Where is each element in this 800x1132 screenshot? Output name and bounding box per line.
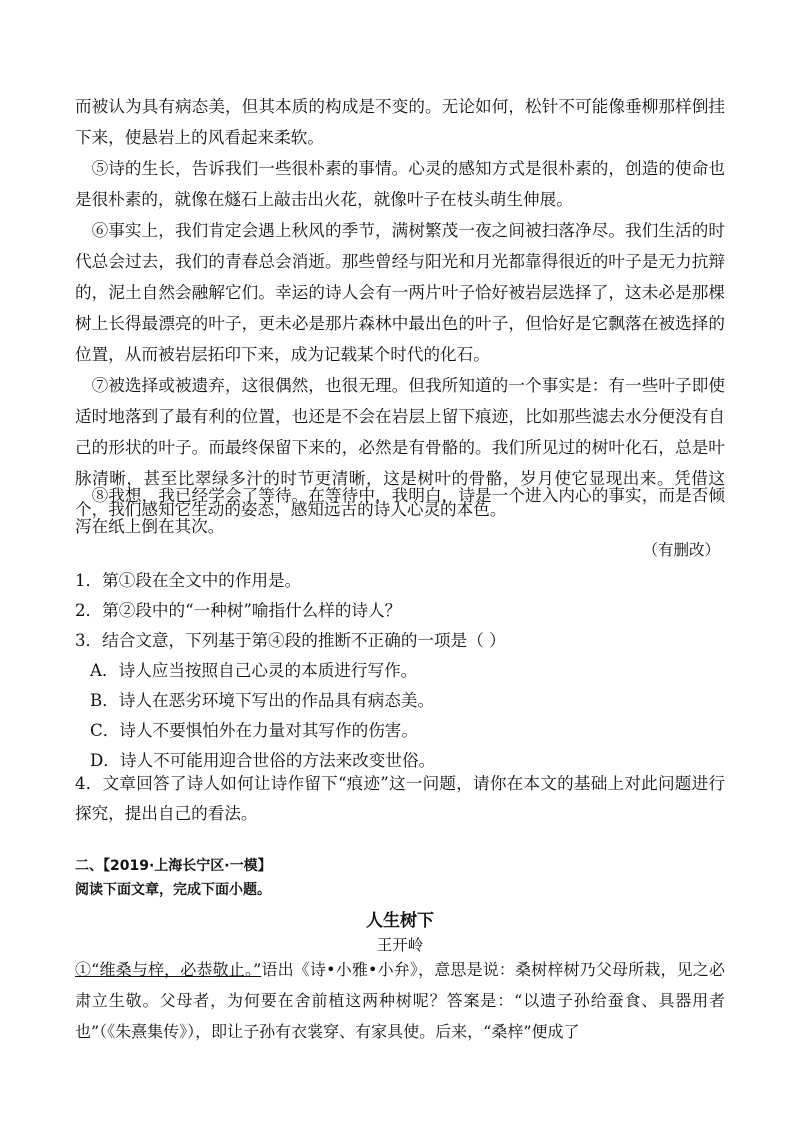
option-d: D．诗人不可能用迎合世俗的方法来改变世俗。 (90, 751, 436, 770)
underlined-quote: “维桑与梓，必恭敬止。” (91, 960, 262, 979)
paragraph-continued: 而被认为具有病态美，但其本质的构成是不变的。无论如何，松针不可能像垂柳那样倒挂下来，使悬岩上的风看起来柔软。 (75, 97, 725, 147)
article-author: 王开岭 (376, 936, 424, 954)
paragraph-number: ① (75, 960, 92, 979)
paragraph-text: 语出《诗•小雅•小弁》，意思是说：桑树梓树乃父母所栽，见之必肃立生敬。父母者，为何要在舍前植这两种树呢？答案是：“以遗子孙给蚕食、具器用者也”（《朱熹集传》），即让子孙有衣裳穿、有家具使。后来，“桑梓”便成了 (75, 960, 725, 1041)
question-3: 3．结合文意，下列基于第④段的推断不正确的一项是（ ） (75, 631, 506, 650)
option-c: C．诗人不要惧怕外在力量对其写作的伤害。 (90, 721, 418, 740)
article-title: 人生树下 (366, 911, 434, 931)
option-a: A．诗人应当按照自己心灵的本质进行写作。 (90, 661, 418, 680)
question-1: 1．第①段在全文中的作用是。 (75, 571, 302, 590)
source-note: （有删改） (642, 541, 720, 559)
option-b: B．诗人在恶劣环境下写出的作品具有病态美。 (90, 691, 435, 710)
question-4: 4．文章回答了诗人如何让诗作留下“痕迹”这一问题，请你在本文的基础上对此问题进行探究，提出自己的看法。 (75, 774, 725, 823)
paragraph-8: ⑧我想，我已经学会了等待。在等待中，我明白，诗是一个进入内心的事实，而是否倾泻在纸上倒在其次。 (75, 486, 725, 536)
section-header: 二、【2019·上海长宁区·一模】 (75, 858, 272, 874)
paragraph-5: ⑤诗的生长，告诉我们一些很朴素的事情。心灵的感知方式是很朴素的，创造的使命也是很朴素的，就像在燧石上敲击出火花，就像叶子在枝头萌生伸展。 (75, 159, 725, 209)
paragraph-6: ⑥事实上，我们肯定会遇上秋风的季节，满树繁茂一夜之间被扫落净尽。我们生活的时代总会过去，我们的青春总会消逝。那些曾经与阳光和月光都靠得很近的叶子是无力抗辩的，泥土自然会融解它们。幸运的诗人会有一两片叶子恰好被岩层选择了，这未必是那棵树上长得最漂亮的叶子，更未必是那片森林中最出色的叶子，但恰好是它飘落在被选择的位置，从而被岩层拓印下来，成为记载某个时代的化石。 (75, 221, 725, 364)
article-paragraph-1 (75, 954, 725, 1047)
section-instruction: 阅读下面文章，完成下面小题。 (75, 882, 271, 898)
question-2: 2．第②段中的“一种树”喻指什么样的诗人？ (75, 601, 402, 620)
paragraph-7: ⑦被选择或被遗弃，这很偶然，也很无理。但我所知道的一个事实是：有一些叶子即使适时地落到了最有利的位置，也还是不会在岩层上留下痕迹，比如那些滤去水分便没有自己的形状的叶子。而最终保留下来的，必然是有骨骼的。我们所见过的树叶化石，总是叶脉清晰，甚至比翠绿多汁的时节更清晰，这是树叶的骨骼，岁月使它显现出来。凭借这个，我们感知它生动的姿态，感知远古的诗人心灵的本色。 (75, 376, 725, 519)
